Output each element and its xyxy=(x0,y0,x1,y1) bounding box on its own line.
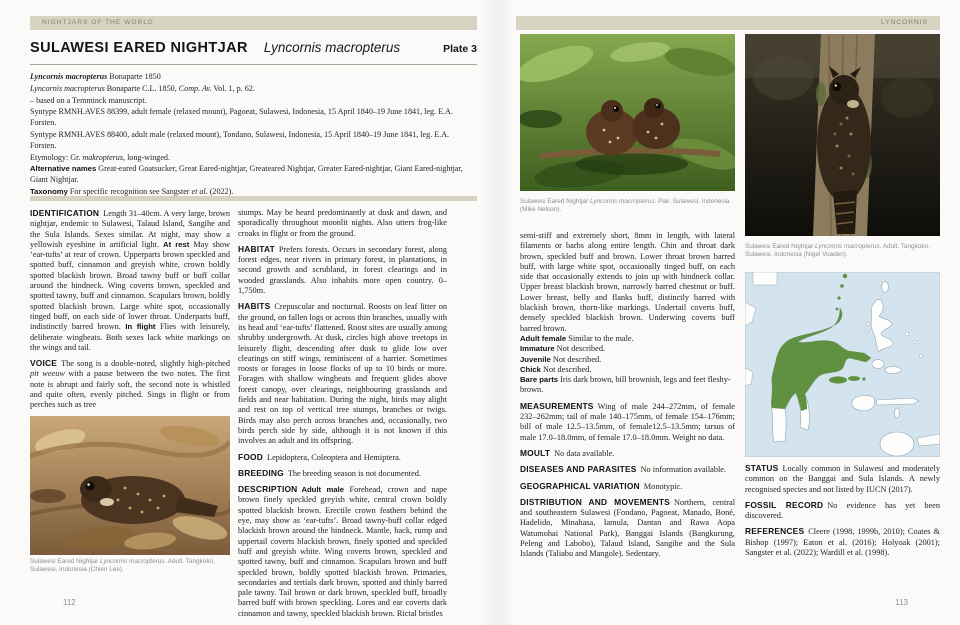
immature-entry: Immature Not described. xyxy=(520,344,606,354)
banggai-range xyxy=(829,376,847,383)
nomenclature-line: Lyncornis macropterus Bonaparte C.L. 1850, Comp. Av. Vol. 1, p. 62. xyxy=(30,83,255,93)
habitat-section: HABITAT Prefers forests. Occurs in secondary forest, along forest edges, near rivers in primary forest, in plantations, in second growth and scrubland, in forest clearings and in wooded grasslands. Also inhabits more open country. 0–1,750m. xyxy=(238,243,447,296)
middle-column xyxy=(238,208,447,619)
photo-pair-foliage xyxy=(520,34,735,191)
food-heading: FOOD xyxy=(238,451,263,462)
photo-caption: Sulawesi Eared Nightjar Lyncornis macropterus. Adult. Tangkoko, Sulawesi, Indonesia (Chien Lee). xyxy=(30,557,215,573)
page-number-left: 112 xyxy=(63,598,76,607)
fossil-record-section: FOSSIL RECORD No evidence has yet been discovered. xyxy=(745,499,940,521)
nomenclature-line: Lyncornis macropterus Bonaparte 1850 xyxy=(30,72,161,81)
food-section: FOOD Lepidoptera, Coleoptera and Hemiptera. xyxy=(238,451,401,462)
distribution-heading: DISTRIBUTION AND MOVEMENTS xyxy=(520,496,670,507)
etymology-line: Etymology: Gr. makropterus, long-winged. xyxy=(30,152,170,162)
habits-section: HABITS Crepuscular and nocturnal. Roosts on leaf litter on the ground, on fallen logs or across thin branches, usually with its head and ‘ear-tufts’ flattened. Roost sites are usually among shrubby undergrowth. At dusk, circles high above treetops in leisurely flight, descending after dusk to glide low over clearings on stiff wings, reminiscent of a harrier. Sometimes roosts or forages in loose flocks of up to 10 birds or more. Forages with shallow wingbeats and frequent glides above forest canopy, over clearings, neighbouring grasslands and fields and near habitation. During the night, birds may alight and rest on top of vertical tree stumps, branches or twigs. Birds may also perch across branches and, occasionally, two birds perch side by side, although it is not known if this involves an adult and its offspring. xyxy=(238,301,447,446)
geographical-variation-heading: GEOGRAPHICAL VARIATION xyxy=(520,480,640,491)
range-map xyxy=(745,272,940,457)
nomenclature-line: – based on a Temminck manuscript. xyxy=(30,95,147,105)
right-page xyxy=(516,0,940,625)
right-page-text-column xyxy=(520,231,735,565)
identification-heading: IDENTIFICATION xyxy=(30,208,100,218)
status-section: STATUS Locally common in Sulawesi and moderately common on the Banggai and Sula Islands. A newly recognised species and not listed by IUCN (2017). xyxy=(745,463,940,494)
habits-heading: HABITS xyxy=(238,301,271,312)
identification-section: IDENTIFICATION Length 31–40cm. A very large, brown nightjar, endemic to Sulawesi, Talaud Island, Sangihe and the Sula Islands. Sexes similar. At night, may show a yellowish eyeshine in artificial light. At rest May show ‘ear-tufts’ at rear of crown. Upperparts brown speckled and spotted buff, cinnamon and greyish white, crown boldly spotted blackish brown. Broad tawny buff or buff collar around the hindneck. Wing coverts brown, speckled and spotted tawny, buff and cinnamon. Scapulars brown, boldly spotted blackish brown. Large white spot, occasionally tinged buff, on each side of lower throat. Underparts buff, indistinctly barred brown. In flight Flies with leisurely, deliberate wingbeats. Both sexes lack white markings on the wings and tail. xyxy=(30,208,230,352)
diseases-heading: DISEASES AND PARASITES xyxy=(520,464,637,475)
taxonomy-note: Taxonomy For specific recognition see Sangster et al. (2022). xyxy=(30,186,234,196)
running-head-left: NIGHTJARS OF THE WORLD xyxy=(30,16,477,30)
measurements-section: MEASUREMENTS Wing of male 244–272mm, of female 232–262mm; tail of male 140–175mm, of female 154–176mm; bill of male 12.5–13.5mm, of female12.5–13.5mm; tarsus of male 17.0–18.0mm, of female 17.0–18.0mm. Weight no data. xyxy=(520,400,735,442)
references-heading: REFERENCES xyxy=(745,526,805,537)
juvenile-entry: Juvenile Not described. xyxy=(520,354,602,364)
title-rule xyxy=(30,64,477,65)
description-continued: semi-stiff and extremely short, 8mm in length, with lateral filaments or barbs along entire length. Chin and throat dark brown, speckled buff and brown. Lower throat brown barred buff, with large white spot, occasionally tinged buff, on each side that occasionally extends to join up with hindneck collar. Upper breast blackish brown, narrowly barred chestnut or buff. Lower breast, belly and flanks buff, distinctly barred with blackish brown, thorn-like markings. Undertail coverts buff, densely speckled blackish brown. Underwing coverts buff barred brown. xyxy=(520,231,735,333)
moult-heading: MOULT xyxy=(520,447,551,458)
photo-adult-on-ground xyxy=(30,416,230,555)
page-number-right: 113 xyxy=(895,598,908,607)
adult-female-entry: Adult female Similar to the male. xyxy=(520,333,634,343)
fossil-record-heading: FOSSIL RECORD xyxy=(745,499,824,510)
bare-parts-entry: Bare parts Iris dark brown, bill brownish, legs and feet fleshy-brown. xyxy=(520,375,731,395)
nightjar-eye xyxy=(86,481,95,490)
page-title: SULAWESI EARED NIGHTJAR xyxy=(30,40,248,56)
chick-entry: Chick Not described. xyxy=(520,364,592,374)
syntype-line: Syntype RMNH.AVES 88399, adult female (relaxed mount), Pagoeat, Sulawesi, Indonesia, 15 April 1840–19 June 1841, leg. E.A. Forsten. xyxy=(30,107,453,128)
description-section: DESCRIPTION Adult male Forehead, crown and nape brown finely speckled greyish white, central crown boldly spotted blackish brown. Erectile crown feathers behind the eye, may show as ‘ear-tufts’. Broad tawny-buff collar edged blackish brown around the hindneck. Mantle, back, rump and uppertail coverts blackish brown, finely spotted and speckled buff and greyish white. Wing coverts brown, speckled and spotted tawny, buff and cinnamon. Scapulars brown and buff speckled brown, boldly spotted blackish brown. Primaries, secondaries and tertials dark brown, spotted and thinly barred pale tawny. Tail brown or dark brown, speckled buff, broadly barred buff with brown speckling. Lores and ear coverts dark cinnamon and tawny, speckled blackish brown. Rictal bristles xyxy=(238,484,447,618)
photo-caption: Sulawesi Eared Nightjar Lyncornis macropterus. Adult. Tangkoko, Sulawesi, Indonesia (Nigel Voaden). xyxy=(745,243,930,259)
diseases-section: DISEASES AND PARASITES No information available. xyxy=(520,464,727,475)
status-heading: STATUS xyxy=(745,463,779,473)
running-head-right: LYNCORNIS xyxy=(516,16,940,30)
description-heading: DESCRIPTION xyxy=(238,484,298,495)
status-column xyxy=(745,463,940,563)
references-section: REFERENCES Cleere (1998, 1999b, 2010); Coates & Bishop (1997); Eaton et al. (2016); Holyoak (2001); Sangster et al. (2022); Wardill et al. (1998). xyxy=(745,526,940,558)
voice-heading: VOICE xyxy=(30,358,58,369)
section-divider xyxy=(30,196,477,201)
left-column xyxy=(30,208,230,619)
nightjar-eye xyxy=(833,83,841,91)
photo-caption: Sulawesi Eared Nightjar Lyncornis macropterus. Pair. Sulawesi, Indonesia (Mike Nelson). xyxy=(520,198,730,214)
map-inset-box xyxy=(753,272,777,285)
voice-section: VOICE The song is a double-noted, slightly high-pitched pit weeuw with a pause between the two notes. The first note is abrupt and fairly soft, the second note is whistled and quite often, evenly pitched. Sings in flight or from perches such as tree xyxy=(30,358,230,410)
moult-section: MOULT No data available. xyxy=(520,447,615,458)
white-throat-spot xyxy=(100,498,114,506)
habitat-heading: HABITAT xyxy=(238,243,275,254)
alternative-names: Alternative names Great-eared Goatsucker, Great Eared-nightjar, Greateared Nightjar, Greater Eared-nightjar, Giant Eared-nightjar, Giant Nightjar. xyxy=(30,164,463,185)
scientific-name: Lyncornis macropterus xyxy=(263,40,401,55)
white-throat-spot xyxy=(847,100,859,108)
photo-adult-on-trunk xyxy=(745,34,940,236)
nomenclature-block xyxy=(30,72,477,199)
breeding-section: BREEDING The breeding season is not documented. xyxy=(238,467,421,478)
voice-continued: stumps. May be heard predominantly at dusk and dawn, and sporadically throughout moonlit nights. Also utters frog-like croaks in flight or from the ground. xyxy=(238,208,447,238)
geographical-variation-section: GEOGRAPHICAL VARIATION Monotypic. xyxy=(520,480,683,491)
species-title-row xyxy=(30,40,477,56)
breeding-heading: BREEDING xyxy=(238,467,284,478)
page-gutter xyxy=(480,0,516,625)
plate-reference: Plate 3 xyxy=(443,43,477,55)
left-page xyxy=(30,0,477,625)
syntype-line: Syntype RMNH.AVES 88400, adult male (relaxed mount), Tondano, Sulawesi, Indonesia, 15 April 1840–19 June 1841, leg. E.A. Forsten. xyxy=(30,129,450,150)
distribution-section: DISTRIBUTION AND MOVEMENTS Northern, central and southeastern Sulawesi (Fondano, Pagoeat, Manado, Boné, Hadelido, Minahasa, Iamula, Dantan and Rawa Aopa Watumohai National Park), Banggai Islands (Bangkurung, Peleng and Labobo), Talaud Island, Sangihe and the Sula Islands (Taliabu and Mangole). Sedentary. xyxy=(520,496,736,559)
measurements-heading: MEASUREMENTS xyxy=(520,400,594,411)
